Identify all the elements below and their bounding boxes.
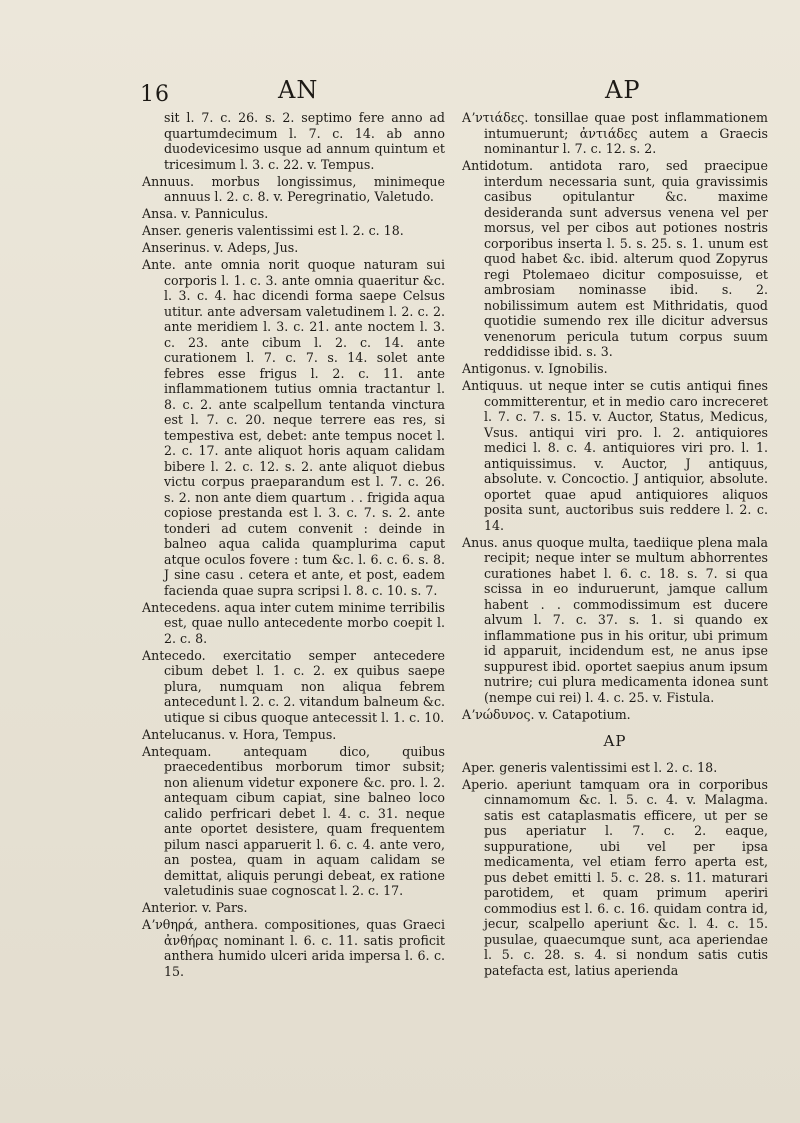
right-column (462, 110, 768, 980)
dictionary-entry: Annuus. morbus longissimus, minimeque annuus l. 2. c. 8. v. Peregrinatio, Valetudo. (142, 173, 445, 204)
dictionary-entry: Aperio. aperiunt tamquam ora in corporibus cinnamomum &c. l. 5. c. 4. v. Malagma. satis est cataplasmatis efficere, ut per se pus aperiatur l. 7. c. 2. eaque, suppuratione, ubi vel per ipsa medicamenta, vel etiam ferro aperta est, pus debet emitti l. 5. c. 28. s. 11. maturari parotidem, et quam primum aperiri commodius est l. 6. c. 16. quidam contra id, jecur, scalpello aperiunt &c. l. 4. c. 15. pusulae, quaecumque sunt, aca aperiendae l. 5. c. 28. s. 4. si nondum satis cutis patefacta est, latius aperienda (462, 776, 768, 978)
right-running-head: AP (605, 76, 641, 104)
dictionary-entry: Anus. anus quoque multa, taediique plena mala recipit; neque inter se multum abhorrentes curationes habet l. 6. c. 18. s. 7. si qua scissa in eo induruerunt, jamque callum habent . . commodissimum est ducere alvum l. 7. c. 37. s. 1. si quando ex inflammatione pus in his oritur, ubi primum id apparuit, incidendum est, ne anus ipse suppurest ibid. oportet saepius anum ipsum nutrire; cui plura medicamenta idonea sunt (nempe cui rei) l. 4. c. 25. v. Fistula. (462, 534, 768, 705)
dictionary-entry: Anserinus. v. Adeps, Jus. (142, 240, 299, 255)
dictionary-entry: Aʼνθηρά, anthera. compositiones, quas Graeci ἀνθήρας nominant l. 6. c. 11. satis proficit anthera humido ulceri arida impersa l. 6. c. 15. (142, 917, 445, 979)
dictionary-entry: Antigonus. v. Ignobilis. (462, 361, 608, 376)
dictionary-entry: Aper. generis valentissimi est l. 2. c. 18. (462, 759, 718, 775)
left-column (142, 110, 445, 981)
dictionary-entry: Antidotum. antidota raro, sed praecipue interdum necessaria sunt, quia gravissimis casibus opitulantur &c. maxime desideranda sunt adversus venena vel per morsus, vel per cibos aut potiones nostris corporibus inserta l. 5. s. 25. s. 1. unum est quod habet &c. ibid. alterum quod Zopyrus regi Ptolemaeo dicitur composuisse, et ambrosiam nominasse ibid. s. 2. nobilissimum autem est Mithridatis, quod quotidie sumendo rex ille dicitur adversus venenorum pericula tutum corpus suum reddidisse ibid. s. 3. (462, 158, 768, 359)
dictionary-entry: Antecedo. exercitatio semper antecedere cibum debet l. 1. c. 2. ex quibus saepe plura, numquam non aliqua febrem antecedunt l. 2. c. 2. vitandum balneum &c. utique si cibus quoque antecessit l. 1. c. 10. (142, 647, 445, 725)
dictionary-entry: Ansa. v. Panniculus. (142, 206, 269, 221)
dictionary-entry: Antiquus. ut neque inter se cutis antiqui fines committerentur, et in medio caro increceret l. 7. c. 7. s. 15. v. Auctor, Status, Medicus, Vsus. antiqui viri pro. l. 2. antiquiores medici l. 8. c. 4. antiquiores viri pro. l. 1. antiquissimus. v. Auctor, J antiquus, absolute. v. Concoctio. J antiquior, absolute. oportet quae apud antiquiores aliquos posita sunt, auctoribus suis reddere l. 2. c. 14. (462, 378, 768, 533)
dictionary-entry: Aʼνώδυνος. v. Catapotium. (462, 706, 631, 722)
dictionary-entry: Anser. generis valentissimi est l. 2. c. 18. (142, 223, 404, 238)
dictionary-entry: Anterior. v. Pars. (142, 900, 248, 915)
dictionary-entry: Antequam. antequam dico, quibus praecedentibus morborum timor subsit; non alienum videtur exponere &c. pro. l. 2. antequam cibum capiat, sine balneo loco calido perfricari debet l. 4. c. 31. neque ante oportet desistere, quam frequentem pilum nasci apparuerit l. 6. c. 4. ante vero, an postea, quam in aquam calidam se demittat, aliquis perungi debeat, ex ratione valetudinis suae cognoscat l. 2. c. 17. (142, 743, 445, 898)
dictionary-entry: Antecedens. aqua inter cutem minime terribilis est, quae nullo antecedente morbo coepit l. 2. c. 8. (142, 599, 445, 646)
left-running-head: AN (278, 76, 319, 104)
page-number: 16 (140, 82, 170, 107)
dictionary-entry: Antelucanus. v. Hora, Tempus. (142, 726, 337, 742)
running-header (140, 76, 780, 112)
section-heading-ap: AP (603, 732, 627, 750)
dictionary-entry: sit l. 7. c. 26. s. 2. septimo fere anno ad quartumdecimum l. 7. c. 14. ab anno duodevicesimo usque ad annum quintum et tricesimum l. 3. c. 22. v. Tempus. (164, 110, 445, 172)
dictionary-entry: Ante. ante omnia norit quoque naturam sui corporis l. 1. c. 3. ante omnia quaeritur &c. l. 3. c. 4. hac dicendi forma saepe Celsus utitur. ante adversam valetudinem l. 2. c. 2. ante meridiem l. 3. c. 21. ante noctem l. 3. c. 23. ante cibum l. 2. c. 14. ante curationem l. 7. c. 7. s. 14. solet ante febres esse frigus l. 2. c. 11. ante inflammationem tutius omnia tractantur l. 8. c. 2. ante scalpellum tentanda vinctura est l. 7. c. 20. neque terrere eas res, si tempestiva est, debet: ante tempus nocet l. 2. c. 17. ante aliquot horis aquam calidam bibere l. 2. c. 12. s. 2. ante aliquot diebus victu corpus praeparandum est l. 7. c. 26. s. 2. non ante diem quartum . . frigida aqua copiose prestanda est l. 3. c. 7. s. 2. ante tonderi ad cutem convenit : deinde in balneo aqua calida quamplurima caput atque oculos fovere : tum &c. l. 6. c. 6. s. 8. J sine casu . cetera et ante, et post, eadem facienda quae supra scripsi l. 8. c. 10. s. 7. (142, 257, 445, 598)
dictionary-entry: Aʼντιάδες. tonsillae quae post inflammationem intumuerunt; ἀντιάδες autem a Graecis nominantur l. 7. c. 12. s. 2. (462, 110, 768, 156)
